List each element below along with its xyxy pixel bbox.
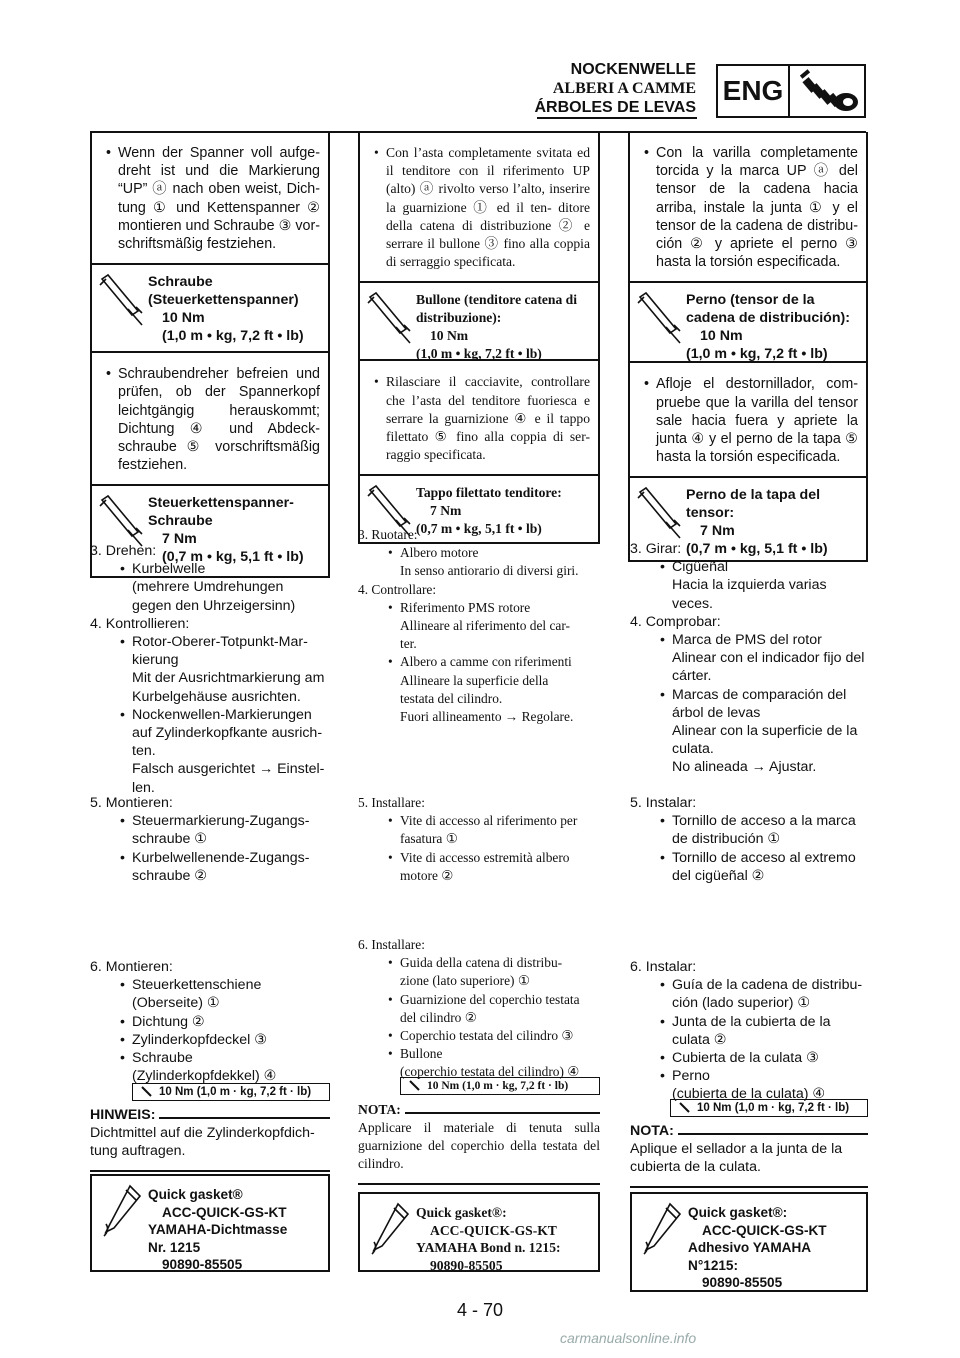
de-step-6-sub: (Zylinderkopfdekkel) ④	[132, 1068, 277, 1085]
de-step-3-sub: (mehrere Umdrehungen	[132, 579, 284, 596]
de-step-4-sub: Mit der Ausrichtmarkierung am	[132, 670, 325, 687]
de-steps-3-4	[90, 542, 332, 797]
de-sealant-box	[90, 1174, 330, 1272]
es-torque-spec-2-text: Perno de la tapa del tensor: 7 Nm (0,7 m • kg, 5,1 ft • lb)	[686, 487, 828, 558]
torque-wrench-icon	[98, 271, 144, 327]
it-torque-inline	[400, 1077, 600, 1095]
es-step-4-sub: Alinear con la superficie de la	[672, 723, 858, 740]
header-titles	[400, 60, 696, 117]
it-step-5	[358, 794, 602, 885]
header-title-de: NOCKENWELLE	[570, 61, 696, 78]
es-step-6	[630, 958, 870, 1104]
de-torque-value: 10 Nm (1,0 m · kg, 7,2 ft · lb)	[159, 1086, 312, 1098]
es-step-3-sub: Hacia la izquierda varias	[672, 577, 827, 594]
de-step-4-sub: Kurbelgehäuse ausrichten.	[132, 688, 301, 705]
eng-badge	[716, 64, 866, 118]
es-step-4-sub: árbol de levas	[672, 704, 761, 721]
it-bullet-2-text: • Rilasciare il cacciavite, controllare che l’asta del tenditore fuoriesca e serrare la guarnizione ④ e il tappo filettato ⑤ fino alla coppia di ser- raggio specificata.	[372, 373, 590, 464]
it-bullet-1-text: • Con l’asta completamente svitata ed il tenditore con il riferimento UP (alto) ⓐ rivolto verso l’alto, inserire la guarnizione ① ed il ten- ditore della catena di distribuzione ② e serrare il bullone ③ fino alla coppia di serraggio specificata.	[372, 144, 590, 271]
de-step-4-sub: Falsch ausgerichtet → Einstel-	[132, 761, 325, 778]
de-step-5-sub: schraube ①	[132, 831, 208, 848]
it-step-4-item: • Riferimento PMS rotore	[358, 599, 602, 617]
de-step-3-item: • Kurbelwelle	[90, 560, 332, 578]
es-step-6-sub: ción (lado superior) ①	[672, 995, 811, 1012]
sealant-icon	[100, 1182, 146, 1240]
es-step-6-sub: (cubierta de la culata) ④	[672, 1086, 826, 1103]
de-step-5-item: • Kurbelwellenende-Zugangs-	[90, 849, 332, 867]
it-step-4-sub: Allineare la superficie della	[400, 672, 549, 688]
wrench-icon	[409, 1080, 421, 1092]
es-torque-inline	[670, 1099, 868, 1117]
eng-label: ENG	[718, 66, 790, 116]
de-sealant-text: Quick gasket® ACC-QUICK-GS-KT YAMAHA-Dichtmasse Nr. 1215 90890-85505	[148, 1187, 288, 1272]
page-number: 4 - 70	[456, 1300, 504, 1320]
es-torque-spec-1	[630, 283, 866, 363]
header-underline	[537, 117, 697, 119]
it-step-5-sub: motore ②	[400, 867, 454, 883]
de-step-4-sub: kierung	[132, 652, 179, 669]
de-step-5	[90, 794, 332, 885]
sealant-icon	[640, 1200, 686, 1258]
it-sealant-text: Quick gasket®: ACC-QUICK-GS-KT YAMAHA Bond n. 1215: 90890-85505	[416, 1205, 561, 1273]
de-bullet-1	[92, 132, 328, 265]
de-step-5-title: 5. Montieren:	[90, 795, 173, 811]
torque-wrench-icon	[366, 289, 412, 345]
it-step-6-item: • Coperchio testata del cilindro ③	[358, 1027, 602, 1045]
de-step-5-item: • Steuermarkierung-Zugangs-	[90, 812, 332, 830]
it-bullet-1	[360, 132, 598, 283]
it-step-6-item: • Guida della catena di distribu-	[358, 954, 602, 972]
de-torque-spec-1-text: Schraube (Steuerkettenspanner) 10 Nm (1,0 m • kg, 7,2 ft • lb)	[148, 274, 304, 345]
de-step-6	[90, 958, 332, 1085]
de-step-4-sub: ten.	[132, 743, 156, 760]
de-step-3: 3. Drehen:	[90, 543, 157, 559]
de-step-4: 4. Kontrollieren:	[90, 615, 190, 632]
torque-wrench-icon	[636, 289, 682, 345]
es-torque-spec-1-text: Perno (tensor de la cadena de distribución): 10 Nm (1,0 m • kg, 7,2 ft • lb)	[686, 292, 850, 363]
it-steps-3-4	[358, 526, 602, 726]
de-step-4-item: • Rotor-Oberer-Totpunkt-Mar-	[90, 633, 332, 651]
it-note-text: Applicare il materiale di tenuta sulla guarnizione del coperchio della testata del cilindro.	[358, 1119, 600, 1185]
es-step-6-title: 6. Instalar:	[630, 959, 697, 975]
it-step-6	[358, 936, 602, 1082]
it-step-6-title: 6. Installare:	[358, 937, 425, 952]
it-step-6-item: • Bullone	[358, 1045, 602, 1063]
de-bullet-2	[92, 353, 328, 486]
it-step-5-item: • Vite di accesso estremità albero	[358, 849, 602, 867]
it-step-6-sub: del cilindro ②	[400, 1009, 477, 1025]
header-title-es: ÁRBOLES DE LEVAS	[534, 99, 696, 116]
de-note-heading: HINWEIS:	[90, 1106, 159, 1124]
es-step-6-sub: culata ②	[672, 1031, 727, 1048]
torque-wrench-icon	[98, 492, 144, 548]
it-torque-spec-2-text: Tappo filettato tenditore: 7 Nm (0,7 m • kg, 5,1 ft • lb)	[416, 485, 562, 537]
it-step-6-item: • Guarnizione del coperchio testata	[358, 991, 602, 1009]
it-step-5-title: 5. Installare:	[358, 795, 425, 810]
es-step-6-item: • Junta de la cubierta de la	[630, 1013, 870, 1031]
col-it-boxes	[358, 132, 600, 544]
watermark: carmanualsonline.info	[560, 1330, 697, 1346]
es-step-4-sub: Alinear con el indicador fijo del	[672, 650, 865, 667]
es-step-3: 3. Girar:	[630, 541, 682, 557]
es-sealant-box	[630, 1192, 868, 1292]
de-bullet-1-text: • Wenn der Spanner voll aufge- dreht ist und die Markierung “UP” ⓐ nach oben weist, Dich- tung ① und Kettenspanner ② montieren und Schraube ③ vor- schriftsmäßig festziehen.	[104, 144, 320, 253]
es-step-4-item: • Marca de PMS del rotor	[630, 631, 870, 649]
es-note	[630, 1122, 868, 1188]
es-note-text: Aplique el sellador a la junta de la cubierta de la culata.	[630, 1140, 868, 1188]
es-note-heading: NOTA:	[630, 1122, 678, 1140]
it-step-6-sub: (coperchio testata del cilindro) ④	[400, 1064, 580, 1080]
es-sealant-text: Quick gasket®: ACC-QUICK-GS-KT Adhesivo YAMAHA N°1215: 90890-85505	[688, 1205, 827, 1290]
de-step-4-item: • Nockenwellen-Markierungen	[90, 706, 332, 724]
es-step-4-item: • Marcas de comparación del	[630, 686, 870, 704]
de-step-6-title: 6. Montieren:	[90, 959, 173, 975]
it-torque-spec-1-text: Bullone (tenditore catena di distribuzione): 10 Nm (1,0 m • kg, 7,2 ft • lb)	[416, 292, 577, 362]
it-step-4-item: • Albero a camme con riferimenti	[358, 653, 602, 671]
it-sealant-box	[358, 1192, 600, 1272]
it-step-4-sub: Fuori allineamento → Regolare.	[400, 709, 574, 725]
camshaft-icon	[792, 68, 864, 118]
col-es-boxes	[628, 132, 868, 562]
es-step-5-item: • Tornillo de acceso a la marca	[630, 812, 870, 830]
de-step-4-sub: len.	[132, 779, 155, 796]
it-note-heading: NOTA:	[358, 1101, 405, 1119]
it-step-3-item: • Albero motore	[358, 544, 602, 562]
es-step-4-sub: No alineada → Ajustar.	[672, 759, 817, 776]
it-step-5-item: • Vite di accesso al riferimento per	[358, 812, 602, 830]
es-step-5-sub: de distribución ①	[672, 831, 781, 848]
it-step-6-sub: zione (lato superiore) ①	[400, 973, 530, 989]
torque-wrench-icon	[636, 484, 682, 540]
de-note	[90, 1106, 330, 1172]
es-step-6-item: • Cubierta de la culata ③	[630, 1049, 870, 1067]
es-step-6-item: • Perno	[630, 1067, 870, 1085]
es-step-5-item: • Tornillo de acceso al extremo	[630, 849, 870, 867]
es-step-4-sub: cárter.	[672, 668, 712, 685]
it-step-4-sub: Allineare al riferimento del car-	[400, 618, 570, 634]
de-step-6-item: • Dichtung ②	[90, 1013, 332, 1031]
es-step-3-sub: veces.	[672, 595, 714, 612]
wrench-icon	[679, 1102, 691, 1114]
wrench-icon	[141, 1086, 153, 1098]
es-step-3-item: • Cigüeñal	[630, 558, 870, 576]
de-torque-inline	[132, 1083, 330, 1101]
col-de-boxes	[90, 132, 330, 578]
es-step-4-sub: culata.	[672, 741, 714, 758]
it-torque-value: 10 Nm (1,0 m · kg, 7,2 ft · lb)	[427, 1080, 569, 1092]
de-step-6-item: • Schraube	[90, 1049, 332, 1067]
de-torque-spec-1	[92, 265, 328, 353]
es-bullet-1-text: • Con la varilla completamente torcida y la marca UP ⓐ del tensor de la cadena hacia arriba, instale la junta ① y el tensor de la cadena de distribu- ción ② y apriete el perno ③ hasta la torsión especificada.	[642, 144, 858, 271]
es-bullet-2-text: • Afloje el destornillador, com- pruebe que la varilla del tensor sale hacia fuera y apriete la junta ④ y el perno de la tapa ⑤ hasta la torsión especificada.	[642, 375, 858, 466]
it-step-3: 3. Ruotare:	[358, 527, 418, 542]
es-bullet-2	[630, 363, 866, 478]
es-torque-value: 10 Nm (1,0 m · kg, 7,2 ft · lb)	[697, 1102, 850, 1114]
de-step-6-item: • Zylinderkopfdeckel ③	[90, 1031, 332, 1049]
it-note	[358, 1101, 600, 1185]
de-step-6-item: • Steuerkettenschiene	[90, 976, 332, 994]
de-step-4-sub: auf Zylinderkopfkante ausrich-	[132, 725, 323, 742]
it-step-4: 4. Controllare:	[358, 581, 437, 597]
es-step-6-item: • Guía de la cadena de distribu-	[630, 976, 870, 994]
de-note-text: Dichtmittel auf die Zylinderkopfdich- tung auftragen.	[90, 1124, 330, 1172]
it-step-4-sub: testata del cilindro.	[400, 690, 503, 706]
it-step-4-sub: ter.	[400, 636, 417, 652]
it-torque-spec-1	[360, 283, 598, 361]
es-steps-3-4	[630, 540, 870, 777]
de-torque-spec-2-text: Steuerkettenspanner- Schraube 7 Nm (0,7 m • kg, 5,1 ft • lb)	[148, 495, 304, 566]
de-step-6-sub: (Oberseite) ①	[132, 995, 220, 1012]
it-step-5-sub: fasatura ①	[400, 831, 458, 847]
es-bullet-1	[630, 132, 866, 283]
de-step-5-sub: schraube ②	[132, 867, 208, 884]
header-title-it: ALBERI A CAMME	[552, 80, 696, 97]
de-step-3-sub: gegen den Uhrzeigersinn)	[132, 597, 296, 614]
de-bullet-2-text: • Schraubendreher befreien und prüfen, ob der Spannerkopf leichtgängig herauskommt; Dichtung ④ und Abdeck- schraube ⑤ vorschriftsmäßig festziehen.	[104, 365, 320, 474]
es-step-5	[630, 794, 870, 885]
it-bullet-2	[360, 361, 598, 476]
it-step-3-sub: In senso antiorario di diversi giri.	[400, 563, 579, 579]
es-step-5-title: 5. Instalar:	[630, 795, 697, 811]
es-step-5-sub: del cigüeñal ②	[672, 867, 765, 884]
es-step-4: 4. Comprobar:	[630, 613, 721, 630]
sealant-icon	[368, 1200, 414, 1258]
